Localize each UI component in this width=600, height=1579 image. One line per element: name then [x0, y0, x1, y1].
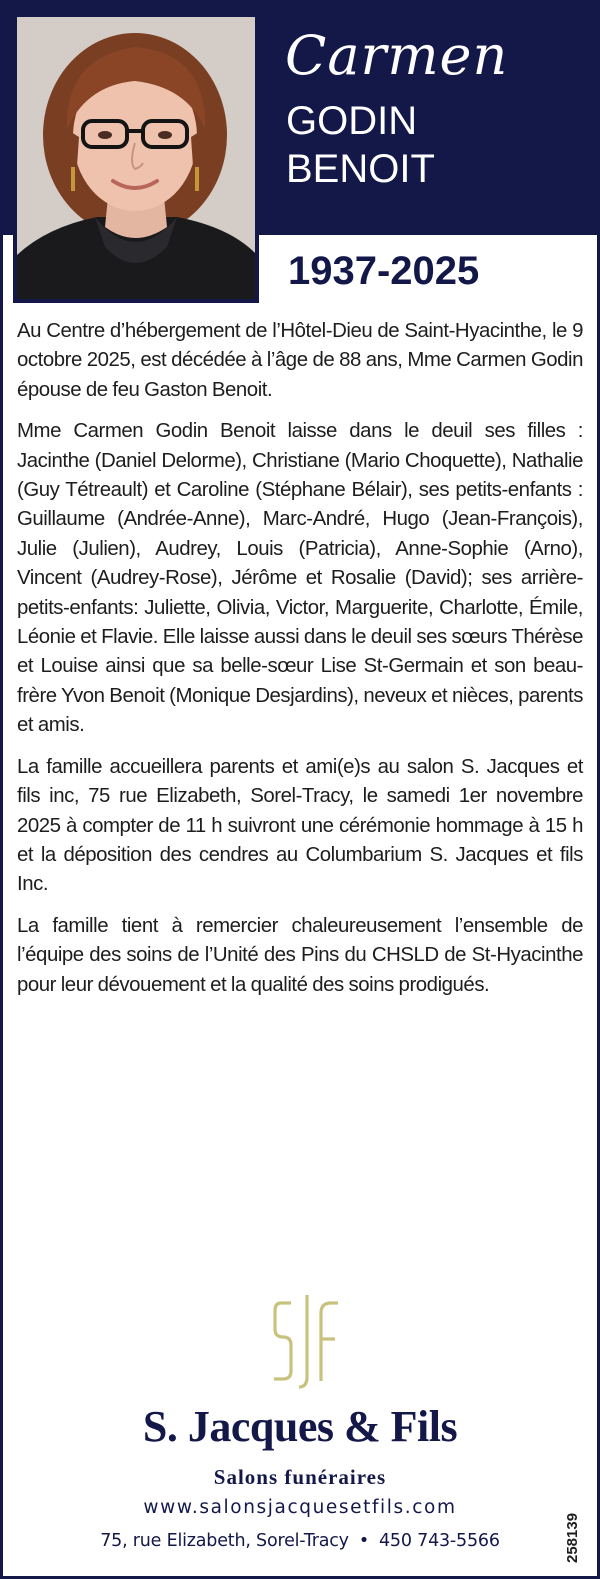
portrait-icon — [17, 17, 255, 299]
deceased-first-name: Carmen — [285, 24, 509, 87]
funeral-home-website[interactable]: www.salonsjacquesetfils.com — [143, 1497, 457, 1518]
funeral-home-contact — [3, 1533, 597, 1551]
deceased-last-name-line1: GODIN — [286, 99, 418, 143]
obituary-paragraph-death: Au Centre d’hébergement de l’Hôtel-Dieu de Saint-Hyacinthe, le 9 octobre 2025, est décédée à l’âge de 88 ans, Mme Carmen Godin épouse de feu Gaston Benoit. — [17, 320, 583, 401]
obituary-paragraph-thanks: La famille tient à remercier chaleureusement l’ensemble de l’équipe des soins de l’Unité des Pins du CHSLD de St-Hyacinthe pour leur dévouement et la qualité des soins prodigués. — [17, 914, 583, 996]
ad-reference-number: 258139 — [564, 1512, 581, 1563]
obituary-paragraph-visitation: La famille accueillera parents et ami(e)s au salon S. Jacques et fils inc, 75 rue Elizabeth, Sorel-Tracy, le samedi 1er novembre 2025 à compter de 11 h suivront une cérémonie hommage à 15 h et la déposition des cendres au Columbarium S. Jacques et fils Inc. — [17, 755, 583, 896]
funeral-home-address: 75, rue Elizabeth, Sorel-Tracy — [100, 1531, 349, 1551]
funeral-home-tagline: Salons funéraires — [213, 1465, 387, 1489]
deceased-last-name-line2: BENOIT — [286, 147, 435, 191]
obituary-text — [17, 317, 583, 1012]
life-years: 1937-2025 — [288, 249, 480, 293]
portrait-photo — [13, 13, 259, 303]
obituary-paragraph-family: Mme Carmen Godin Benoit laisse dans le deuil ses filles : Jacinthe (Daniel Delorme), Christiane (Mario Choquette), Nathalie (Guy Tétreault) et Caroline (Stéphane Bélair), ses petits-enfants : Guillaume (Andrée-Anne), Marc-André, Hugo (Jean-François), Julie (Julien), Audrey, Louis (Patricia), Anne-Sophie (Arno), Vincent (Audrey-Rose), Jérôme et Rosalie (David); ses arrière-petits-enfants: Juliette, Olivia, Victor, Marguerite, Charlotte, Émile, Léonie et Flavie. Elle laisse aussi dans le deuil ses sœurs Thérèse et Louise ainsi que sa belle-sœur Lise St-Germain et son beau-frère Yvon Benoit (Monique Desjardins), neveux et nièces, parents et amis. — [17, 420, 583, 737]
funeral-home-phone[interactable]: 450 743-5566 — [378, 1531, 500, 1551]
funeral-home-name: S. Jacques & Fils — [142, 1402, 458, 1451]
sjf-monogram-icon — [271, 1291, 341, 1391]
bullet-separator: • — [358, 1531, 369, 1551]
